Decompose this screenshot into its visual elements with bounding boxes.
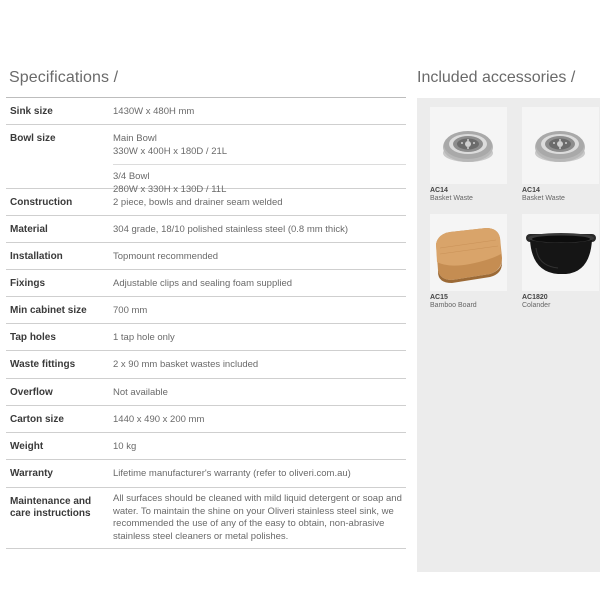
accessory-card[interactable] xyxy=(430,214,507,310)
spec-value: 1 tap hole only xyxy=(113,332,175,343)
bamboo-board-icon xyxy=(430,214,507,291)
spec-label: Waste fittings xyxy=(10,359,76,370)
spec-row-material xyxy=(6,216,406,243)
accessory-card[interactable] xyxy=(522,107,599,203)
spec-row-installation xyxy=(6,243,406,270)
spec-label: Fixings xyxy=(10,278,46,289)
spec-row-min-cabinet-size xyxy=(6,297,406,324)
spec-value: 1440 x 490 x 200 mm xyxy=(113,414,205,425)
accessories-panel xyxy=(417,98,600,572)
bowl-sub-dims: 280W x 330H x 130D / 11L xyxy=(113,183,227,195)
spec-label: Maintenance and care instructions xyxy=(10,496,92,519)
spec-label: Installation xyxy=(10,251,63,262)
accessory-code: AC14 xyxy=(430,187,448,194)
spec-row-waste-fittings xyxy=(6,351,406,379)
basket-waste-icon xyxy=(522,107,599,184)
accessory-name: Colander xyxy=(522,302,551,309)
spec-label: Min cabinet size xyxy=(10,305,87,316)
accessory-card[interactable] xyxy=(430,107,507,203)
specifications-table xyxy=(6,97,406,549)
spec-value: Topmount recommended xyxy=(113,251,219,262)
spec-label: Weight xyxy=(10,441,44,452)
spec-label: Sink size xyxy=(10,106,53,117)
accessory-name: Basket Waste xyxy=(522,195,565,202)
basket-waste-icon xyxy=(430,107,507,184)
spec-row-carton-size xyxy=(6,406,406,433)
spec-row-overflow xyxy=(6,379,406,406)
bowl-main-dims: 330W x 400H x 180D / 21L xyxy=(113,145,228,157)
spec-row-tap-holes xyxy=(6,324,406,351)
spec-value xyxy=(112,125,406,195)
accessory-code: AC1820 xyxy=(522,294,548,301)
spec-row-construction xyxy=(6,189,406,216)
spec-row-warranty xyxy=(6,460,406,488)
specifications-title: Specifications / xyxy=(9,69,119,86)
accessories-title: Included accessories / xyxy=(417,69,576,86)
spec-value: All surfaces should be cleaned with mild liquid detergent or soap and water. To maintain the shine on your Oliveri stainless steel sink, we recommended the use of any of the easy to obtain, non-abrasive stainless steel cleaners or metal polishes. xyxy=(113,493,402,542)
spec-value: 1430W x 480H mm xyxy=(113,106,195,117)
spec-label: Construction xyxy=(10,197,73,208)
spec-label: Tap holes xyxy=(10,332,56,343)
spec-value: Adjustable clips and sealing foam supplied xyxy=(113,278,293,289)
spec-value: 304 grade, 18/10 polished stainless steel (0.8 mm thick) xyxy=(113,224,348,235)
spec-row-sink-size xyxy=(6,98,406,125)
bowl-sub-label: 3/4 Bowl xyxy=(113,171,150,182)
spec-row-weight xyxy=(6,433,406,460)
spec-value: Lifetime manufacturer's warranty (refer to oliveri.com.au) xyxy=(113,468,351,479)
spec-value: 10 kg xyxy=(113,441,137,452)
spec-value: Not available xyxy=(113,387,168,398)
spec-row-maintenance xyxy=(6,488,406,549)
accessory-name: Basket Waste xyxy=(430,195,473,202)
spec-label: Overflow xyxy=(10,387,53,398)
spec-row-fixings xyxy=(6,270,406,297)
spec-value: 700 mm xyxy=(113,305,148,316)
accessory-card[interactable] xyxy=(522,214,599,310)
spec-label: Bowl size xyxy=(10,133,56,144)
accessory-name: Bamboo Board xyxy=(430,302,477,309)
spec-value: 2 piece, bowls and drainer seam welded xyxy=(113,197,283,208)
colander-icon xyxy=(522,214,599,291)
spec-label: Material xyxy=(10,224,48,235)
accessory-code: AC15 xyxy=(430,294,448,301)
spec-label: Carton size xyxy=(10,414,64,425)
spec-row-bowl-size xyxy=(6,125,406,195)
bowl-main-label: Main Bowl xyxy=(113,133,157,144)
spec-label: Warranty xyxy=(10,468,53,479)
accessory-code: AC14 xyxy=(522,187,540,194)
spec-value: 2 x 90 mm basket wastes included xyxy=(113,359,259,370)
